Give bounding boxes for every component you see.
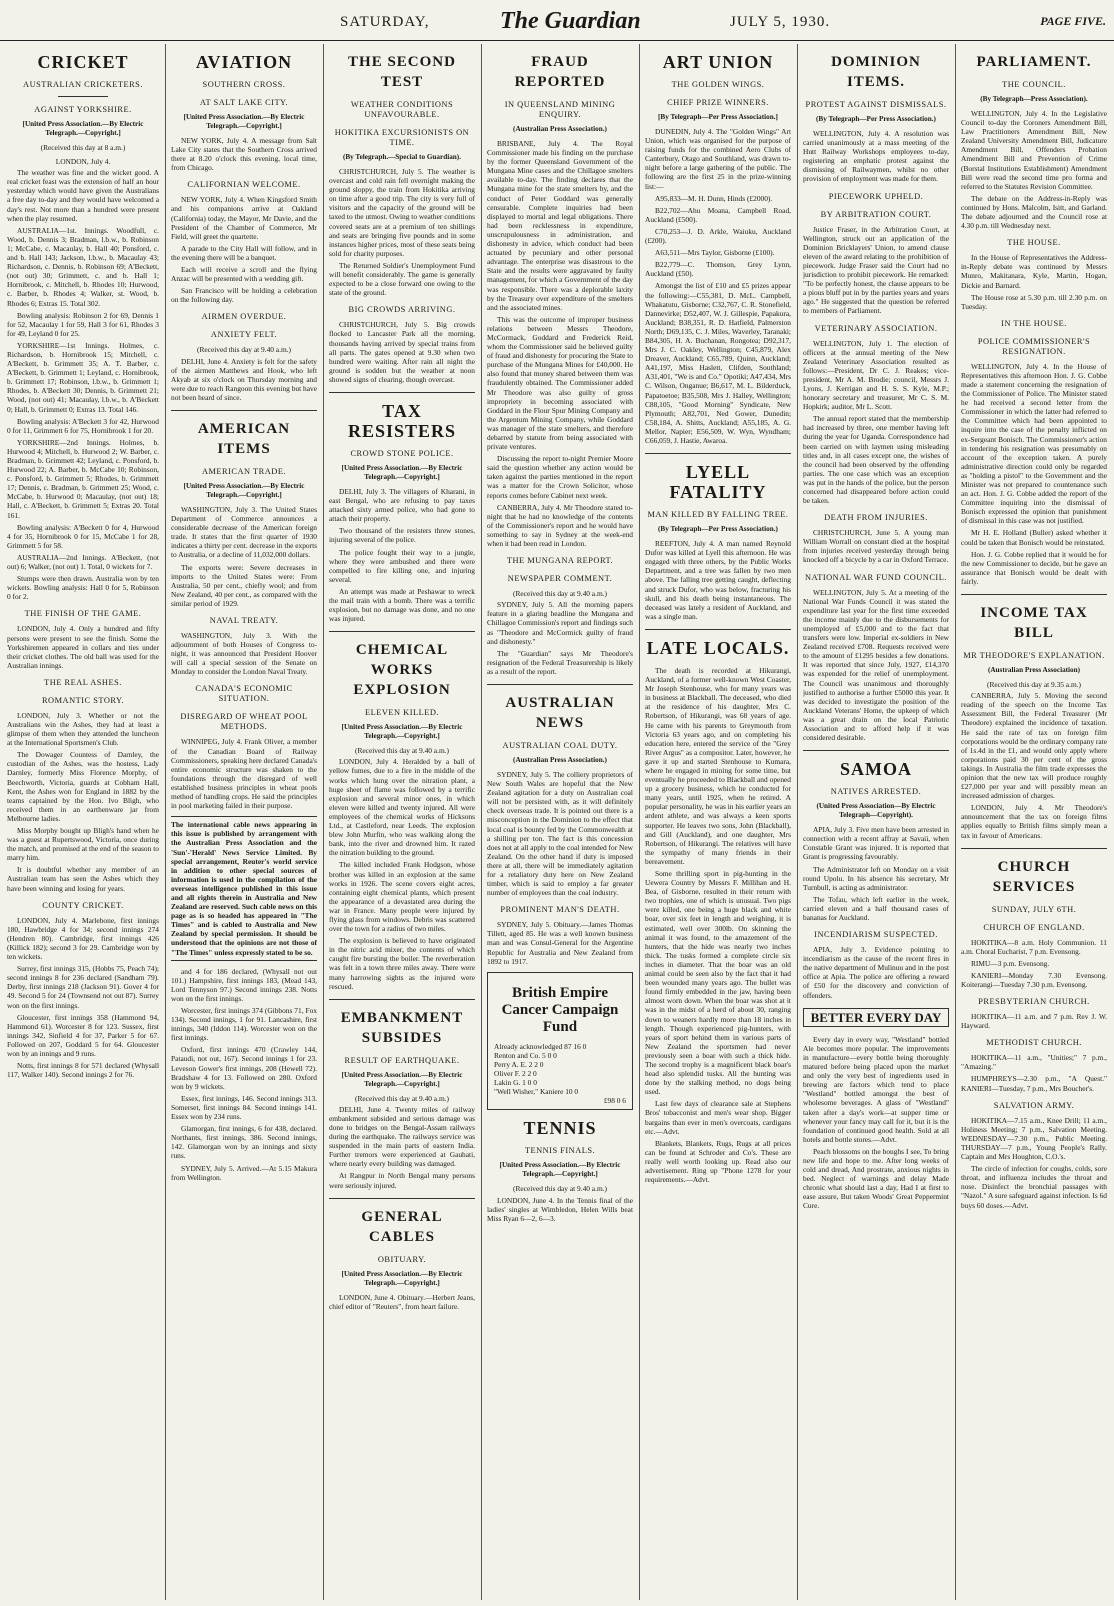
paragraph: LONDON, July 4. Marlebone, first innings 180, Hawbridge 4 for 34; second innings 274 (Hendren 80). Cambridge, first innings 426 (Killick 182); second 3 for 29. Cambridge won by ten wickets. [7,915,159,962]
fund-row: Renton and Co. 5 0 0 [494,1050,557,1060]
paragraph: Worcester, first innings 374 (Gibbons 71, Fox 134). Second innings, 1 for 91. Lancashire, first innings, 340 (Iddon 114). Worcester won on the first innings. [171,1006,317,1043]
paragraph: SYDNEY, July 5. All the morning papers feature in a glaring headline the Mungana and Chillagoe Commission's report and findings such as "Theodore and McCormick guilty of fraud and dishonesty." [487,600,633,646]
credit-line: [United Press Association.—By Electric Telegraph.—Copyright.] [341,1269,463,1287]
column-cricket [7,44,159,1600]
subhead: CALIFORNIAN WELCOME. [187,180,301,190]
divider [329,392,475,393]
paragraph: Surrey, first innings 315, (Hobbs 75, Peach 74); second innings 8 for 236 declared (Sandham 79). Derby, first innings 218 (Jackson 91). Gover 4 for 49. Second 5 for 24 (Townsend not out 87). Surrey won on the first innings. [7,964,159,1010]
column-rule [955,44,956,1600]
paragraph: This was the outcome of improper business relations between Messrs Theodore, McCormack, Goddard and Frederick Reid, whom the Commissioner said he believed guilty of fraud and dishonesty for procuring the State to purchase of the Mungana Mines for £40,000. He also found that money shared between them was fraudulently obtained. The Commissioner added Mr Theodore was also guilty of gross impropriety in becoming associated with Goddard in the Flour Spur Mining Company and the Argentum Mining Company, while Goddard was manager of the state smelters, and therefore debarred by statute from being associated with private ventures. [487,314,633,452]
paragraph: REEFTON, July 4. A man named Reynold Dufor was killed at Lyell this afternoon. He was engaged with three others, by the Public Works Department, and a tree was fallen by two men above. The falling tree getting caught, deflecting and struck Dufor, who was below, fracturing his skull, and his death being instantaneous. The deceased was lately a resident of Auckland, and was a single man. [645,539,791,621]
subhead: CROWD STONE POLICE. [350,448,454,458]
paragraph: Bowling analysis: Robinson 2 for 69, Dennis 1 for 52, Macaulay 1 for 59, Hall 3 for 61, Rhodes 3 for 49, Leyland 0 for 25. [7,310,159,338]
prize-line: C70,253—J. D. Arkle, Waiuku, Auckland (£200). [645,226,791,246]
paragraph: Amongst the list of £10 and £5 prizes appear the following:—C55,381, D. McL. Campbell, Whakatutu, Gisborne; C32,767, C. R. Stonefield, Dannevirke; D52,407, W. J. Gillespie, Papakura, Auckland; B38,351, R. D. Hatfield, Palmerston North; D69,135, C. J. Miles, Waverley, Taranaki; B84,305, H. A. Buchanan, Rongotea; D92,317, Mrs J. C. Oakley, Wellington; C45,879, Alex Dreaver, Auckland; C65,789, Quinn, Auckland; A41,197, Miss Haslett, Clifden, Southland; A31,401, "We is and Co." Opotiki; A47,434, Mrs C. Wilson, Onganue; B6,617, M. L. Bilderduck, Papatoetoe; B35,508, Mrs J. Halley, Wellington; C88,105, "Good Morning" Syndicate, New Plymouth; A82,701, Ned Gower, Dunedin; C58,184, A. Shitts, Auckland; A55,185, A. G. Mellor, Napier; E56,509, W. Wyn, Wyndham; C66,059, J. Hastie, Awaroa. [645,281,791,445]
subhead: MR THEODORE'S EXPLANATION. [963,651,1105,661]
paragraph: HOKITIKA—11 a.m., "Unities;" 7 p.m., "Amazing." [961,1053,1107,1072]
paragraph: APIA, July 3. Five men have been arrested in connection with a recent affray at Savaii, when Constable Grant was injured. It is reported that Grant is progressing favourably. [803,825,949,862]
paragraph: APIA, July 3. Evidence pointing to incendiarism as the cause of the recent fires in the native department of Mulinuu and in the post office at Apia. The police are offering a reward of £50 for the discovery and conviction of offenders. [803,945,949,1000]
paragraph: The police fought their way to a jungle, where they were ambushed and there were compelled to fire killing one, and injuring several. [329,547,475,584]
headline-lyell-fatality: LYELL FATALITY [669,462,767,503]
headline-income-tax: INCOME TAX BILL [980,605,1088,642]
subhead: THE FINISH OF THE GAME. [24,609,142,619]
subhead: THE REAL ASHES. [44,677,122,687]
paragraph: WASHINGTON, July 3. The United States Department of Commerce announces a considerable decrease of the American foreign trade. It states that the first quarter of 1930 indicates a thirty per cent. decrease in the exports to Australia, or a decline of 11,032,000 dollars. [171,504,317,560]
prize-line: A63,511—Mrs Taylor, Gisborne (£100). [655,248,775,258]
paragraph: WELLINGTON, July 5. At a meeting of the National War Funds Council it was stated the expenditure last year for the first time exceeded the income mainly due to the disbursements for unemployed of £5,000 and to the fact that transfers were low. Imperial ex-soldiers in New Zealand received £708. Requests received were to the amount of £1295 besides a few donations. It was reported that since July, 1927, £14,370 was expended for the relief of unemployment. The Council was unanimous and thoroughly justified to authorise a further £5000 this year. It was decided to investigate the position of the Auckland Veterans' Home, the upkeep of which was a great drain on the local Patriotic Association and to afford help if it was considered desirable. [803,587,949,743]
subhead: RESULT OF EARTHQUAKE. [344,1055,460,1065]
paragraph: San Francisco will be holding a celebration on the following day. [171,286,317,305]
paragraph: Gloucester, first innings 358 (Hammond 94, Hammond 61). Worcester 8 for 123. Sussex, first innings 342, Sinfield 4 for 37, Parker 5 for 67. Followed on 207, Goddard 5 for 64. Gloucester won by an innings and 9 runs. [7,1012,159,1058]
subhead: MAN KILLED BY FALLING TREE. [647,510,789,520]
credit-line: [United Press Association.—By Electric Telegraph.—Copyright.] [341,1070,463,1088]
paragraph: LONDON, June 4. Obituary.—Herbert Jeans, chief editor of "Reuters", from heart failure. [329,1292,475,1311]
paragraph: Two thousand of the resisters threw stones, injuring several of the police. [329,526,475,545]
subhead: PIECEWORK UPHELD. [828,191,924,201]
masthead-date: JULY 5, 1930. [730,14,831,30]
paragraph: Blankets, Blankets, Rugs, Rugs at all prices can be found at Schroder and Co's. These are really well worth looking up. Read also our advertisement. Ring up "Phone 1278 for your requirements.—Advt. [645,1138,791,1185]
credit-line: [United Press Association.—By Electric Telegraph.—Copyright.] [183,113,305,130]
column-second-test [329,44,475,1600]
headline-church-services: CHURCH SERVICES [992,858,1076,895]
credit-line: (United Press Association—By Electric Telegraph—Copyright). [816,802,936,820]
received-line: (Received this day at 9.40 a.m.) [513,589,607,599]
paragraph: HUMPHREYS—2.30 p.m., "A Quest." KANIERI—Tuesday, 7 p.m., Mrs Boucher's. [961,1074,1107,1093]
headline-tax-resisters: TAX RESISTERS [347,400,457,441]
divider [961,848,1107,849]
fund-row: Perry A. E. 2 2 0 [494,1059,544,1069]
paragraph: Hon. J. G. Cobbe replied that it would be for the new Commissioner to decide, but he gave an assurance that Bonisch would be dealt with fairly. [961,549,1107,586]
subhead: NATIVES ARRESTED. [830,787,922,797]
paragraph: WINNIPEG, July 4. Frank Oliver, a member of the Canadian Board of Railway Commissioners, speaking here declared Canada's entire economic structure was shaken to the foundations through the disregard of well established business principles in wheat pools method of handling crops. He said the principles in pool marketing failed in their purpose. [171,737,317,811]
prize-line: B22,779—C. Thomson, Grey Lynn, Auckland (£50). [645,260,791,279]
received-line: (Received this day at 9.35 a.m.) [987,680,1081,690]
received-line: (Received this day at 9.40 a.m.) [513,1184,607,1194]
headline-general-cables: GENERAL CABLES [361,1208,443,1245]
subhead: DEATH FROM INJURIES. [824,513,928,523]
subhead: SUNDAY, JULY 6TH. [991,904,1077,914]
paragraph: RIMU—3 p.m. Evensong. [971,958,1050,968]
masthead-title: The Guardian [500,8,641,34]
credit-line: [United Press Association.—By Electric Telegraph.—Copyright.] [341,723,463,741]
column-parliament [961,44,1107,1600]
divider [329,999,475,1000]
paragraph: The debate on the Address-in-Reply was continued by Hons. Malcolm, Isitt, and Garland. The debate adjourned and the Council rose at 4.30 p.m. till Wednesday next. [961,193,1107,231]
divider [329,1198,475,1199]
divider [487,684,633,685]
credit-line: (By Telegraph.—Special to Guardian). [342,153,461,161]
paragraph: DUNEDIN, July 4. The "Golden Wings" Art Union, which was organised for the purpose of raising funds for the combined Aero Clubs of Canterbury, Otago and Southland, was drawn to-night before a large gathering of the public. The following are the first 25 in the prize-winning list:— [645,127,791,191]
subhead: CANADA'S ECONOMIC SITUATION. [195,684,293,704]
received-line: (Received this day at 9.40 a.m.) [197,345,291,355]
paragraph: NEW YORK, July 4. When Kingsford Smith and his companions arrive at Oakland (California) today, the Mayor, Mr Davie, and the President of the Chamber of Commerce, Mr Field, will greet the quartette. [171,195,317,241]
scorecard: YORKSHIRE—1st Innings. Holmes, c. Richardson, b. Hornibrook 15; Mitchell, c. A'Beckett, b. Grimmett 35; A. T. Barber, c. A'Beckett, b. Grimmett 1; Leyland, c. Hornibrook, b. Grimmett 17; Robinson, l.b.w., b. Grimmett 1; Rhodes, b. A'Beckett 30; Dennis, b. Grimmett 21; Wood, (not out) 41; Macaulay, l.b.w., b. A'Beckett 0; Hall, b. Grimmett 0; Extras 13. Total 146. [7,340,159,414]
paragraph: KANIERI—Monday 7.30 Evensong. Koiterangi—Tuesday 7.30 p.m. Evensong. [961,970,1107,989]
fund-row: "Well Wisher," Kaniere 10 0 [494,1087,579,1097]
subhead: METHODIST CHURCH. [986,1038,1082,1048]
paragraph: CHRISTCHURCH, July 5. Big crowds flocked to Lancaster Park all the morning, thousands having arrived by special trains from all parts. The gates opened at 9.30 when two hundred were waiting. After rain all night the ground is sodden but the weather at noon showed signs of clearing, though overcast. [329,320,475,384]
subhead: THE MUNGANA REPORT. [506,556,614,566]
paragraph: Bowling analysis: A'Beckett 3 for 42, Hurwood 0 for 11, Grimmett 6 for 75, Hornibrook 1 for 20. [7,416,159,435]
subhead: WEATHER CONDITIONS UNFAVOURABLE. [350,100,454,119]
received-line: (Received this day at 9.40 a.m.) [355,1093,449,1103]
divider [645,629,791,630]
subhead: BIG CROWDS ARRIVING. [348,305,456,315]
headline-second-test: THE SECOND TEST [348,54,456,90]
paragraph: BRISBANE, July 4. The Royal Commissioner made his finding on the purchase by the former Queensland Government of the Mungana Mine cases and the Chillagoe smelters available to-day. The finding declares that the Mungana mine for the state smelters by, and the conduct of Peter Goddard was generally censurable. Complete inquiries had been displayed to mortal and legal obligations. There had been recklessness in expenditure, unscrupulousness in administration, and dishonesty in advice, which conduct had been actuated by pecuniary and other personal advantage. The enterprise was disastrous to the State and the results were aggravated by faulty management, for which a Government of the day was responsible. There was a deplorable laxity by the Treasury over expenditure of the smelters and the associated mines. [487,139,633,312]
paragraph: The killed included Frank Hodgson, whose brother was killed in an explosion at the same works in 1926. The scene covers eight acres, containing eight chemical plants, which present the appearance of a devastated area during the war in France. Many people were injured by flying glass from windows. Debris was scattered over the town for a radius of two miles. [329,860,475,934]
masthead-day: SATURDAY, [340,14,430,30]
divider [645,453,791,454]
received-line: (Received this day at 8 a.m.) [40,143,126,152]
subhead: NATIONAL WAR FUND COUNCIL. [805,572,947,582]
subhead: PRESBYTERIAN CHURCH. [978,997,1090,1007]
credit-line: (By Telegraph—Press Association). [980,95,1088,103]
subhead: ROMANTIC STORY. [41,695,125,705]
subhead: DISREGARD OF WHEAT POOL METHODS. [180,712,308,732]
paragraph: The Dowager Countess of Darnley, the custodian of the Ashes, was the hostess, Lady Darnley, formerly Miss Florence Morphy, of Beechworth, Victoria, guards at Cobham Hall, Kent, the Ashes won for England in 1882 by the teams captained by the Hon. Ivo Bligh, who received them in an earthenware jar from Melbourne ladies. [7,750,159,823]
paragraph: The exports were: Severe decreases in imports to the United States were: From Australia, 50 per cent., chiefly wool; and from New Zealand, 40 per cent., as compared with the similar period of 1929. [171,562,317,608]
headline-dominion-items: DOMINION ITEMS. [831,54,921,90]
paragraph: and 4 for 186 declared, (Whysall not out 101.) Hampshire, first innings 183, (Mead 143, Lord Tennyson 97.) Second innings 238. Notts won on the first innings. [171,966,317,1003]
paragraph: CHRISTCHURCH, June 5. A young man William Worrall on constant died at the hospital from injuries received yesterday through being knocked off a bicycle by a car in Oxford Terrace. [803,528,949,565]
cable-news-notice: The international cable news appearing in this issue is published by arrangement with the Australian Press Association and the 'Sun'-'Herald' News Service Limited. By special arrangement, Reuter's world service in addition to other special sources of information is used in the compilation of the overseas intelligence published in this issue and all rights therein in Australia and New Zealand are reserved. Such cable news on this page as is so headed has appeared in "The Times" and is cabled to Australia and New Zealand by special permission. It should be understood that the opinions are not those of "The Times" unless expressly stated to be so. [171,816,317,960]
subhead: CHIEF PRIZE WINNERS. [667,98,769,107]
prize-line: B22,702—Ahu Moana, Campbell Road, Auckland (£500). [645,205,791,224]
subhead: PROTEST AGAINST DISMISSALS. [805,100,947,109]
column-dominion [803,44,949,1600]
credit-line: (By Telegraph—Per Press Association.) [658,525,778,534]
subhead: IN QUEENSLAND MINING ENQUIRY. [504,100,616,119]
paragraph: Miss Morphy bought up Bligh's hand when he was a guest at Rupertswood, Victoria, once during the match, and promised at the end of the season to marry him. [7,826,159,863]
credit-line: [United Press Association.—By Electric Telegraph.—Copyright.] [22,120,144,137]
subhead: PROMINENT MAN'S DEATH. [500,905,620,915]
column-art-union [645,44,791,1600]
paragraph: The Tofau, which left earlier in the week, carried eleven and a half thousand cases of bananas for Auckland. [803,894,949,922]
subhead: CHURCH OF ENGLAND. [983,922,1085,932]
paragraph: WELLINGTON, July 1. The election of officers at the annual meeting of the New Zealand Veterinary Association resulted as follows:—President, Dr C. J. Reakes; vice-president, Mr A. M. Brodie; council, Messrs J. Lyons, J. Kerrigan and H. S. S. Kyle, M.P.; honorary secretary and treasurer, Mr C. S. M. Hopkirk; auditor, Mr L. Scott. [803,338,949,412]
paragraph: DELHI, June 4. Anxiety is felt for the safety of the airmen Matthews and Hook, who left Akyab at six o'clock on Thursday morning and were due to reach Rangoon this evening but have not been heard of since. [171,356,317,402]
paragraph: SYDNEY, July 5. The colliery proprietors of New South Wales are hopeful that the New Zealand agitation for a duty on Australian coal will not be persisted with, as it will definitely check overseas trade. It is pointed out there is a misconception in the Dominion to the effect that local coal is bounty fed by the Commonwealth at a shilling per ton. The fact is this concession does not at all apply to the coal intended for New Zealand. On the other hand if duty is imposed there at all, there will be immediately agitation for a retaliatory duty here on New Zealand timber, which is said to employ a far greater number of employees than the coal industry. [487,769,633,898]
received-line: (Received this day at 9.40 a.m.) [355,746,449,756]
headline-late-locals: LATE LOCALS. [646,637,790,658]
column-rule [323,44,324,1600]
subhead: SALVATION ARMY. [993,1100,1075,1110]
column-rule [165,44,166,1600]
fund-row: Lakin G. 1 0 0 [494,1078,537,1088]
paragraph: An attempt was made at Peshawar to wreck the mail train with a bomb. There was a terrific explosion, but no damage was done, and no one was injured. [329,586,475,624]
credit-line: (Australian Press Association.) [513,755,607,764]
subhead: THE GOLDEN WINGS. [671,80,765,89]
credit-line: [United Press Association.—By Electric Telegraph.—Copyright.] [183,481,305,499]
subhead: AGAINST YORKSHIRE. [34,105,132,114]
divider [803,750,949,751]
subhead: AUSTRALIAN CRICKETERS. [23,80,143,89]
column-rule [797,44,798,1600]
subhead: NEWSPAPER COMMENT. [507,574,613,584]
subhead: SOUTHERN CROSS. [202,80,286,89]
prize-line: A95,833—M. H. Dunn, Hinds (£2000). [655,193,773,203]
paragraph: The annual report stated that the membership had increased by three, one member having left during the year for Uganda. Correspondence had been carried on with laymen using misleading titles and, in all cases except one, the wishes of the council had been observed by the offending parties. The one case which was an exception was put in the hands of the police, but the person concerned had disappeared before action could be taken. [803,414,949,506]
paragraph: LONDON, June 4. In the Tennis final of the ladies' singles at Wimbledon, Helen Wills beat Miss Ryan 6—2, 6—3. [487,1195,633,1223]
subhead: AIRMEN OVERDUE. [201,312,287,322]
subhead: AUSTRALIAN COAL DUTY. [502,740,618,750]
paragraph: A parade to the City Hall will follow, and in the evening there will be a banquet. [171,243,317,262]
subhead: TENNIS FINALS. [524,1146,596,1156]
paragraph: NEW YORK, July 4. A message from Salt Lake City states that the Southern Cross arrived there at 8.20 o'clock this evening, local time, from Chicago. [171,136,317,173]
headline-american-items: AMERICAN ITEMS [197,420,291,457]
subhead: OBITUARY. [377,1254,427,1264]
headline-embankment: EMBANKMENT SUBSIDES [340,1009,464,1046]
credit-line: [United Press Association.—By Electric Telegraph.—Copyright.] [499,1161,621,1179]
subhead: AMERICAN TRADE. [201,466,287,476]
paragraph: Stumps were then drawn. Australia won by ten wickets. Bowling analysis: Hall 0 for 5, Robinson 0 for 2. [7,574,159,602]
subhead: BY ARBITRATION COURT. [820,209,932,219]
paragraph: Justice Fraser, in the Arbitration Court, at Wellington, struck out an application of the Dominion Bricklayers' Union, to amend clause eleven of the award relating to the prohibition of piecework. Judge Fraser said the Court had no jurisdiction to prohibit piecework. He remarked: "To be perfectly honest, the clause appears to be a pious bluff put in by the parties years and years ago." He suggested that the question be referred to members of Parliament. [803,224,949,316]
paragraph: LONDON, July 4. Heralded by a ball of yellow fumes, due to a fire in the middle of the works which hung over the nitration plant, a huge sheet of flame was followed by a terrific explosion and several minor ones, in which eleven were killed and twenty injured. All were employees of the chemical works of Hicksons Ltd., at Castleford, near Leeds. The explosion blew John Murfin, who was walking along the bank, into the river and drowned him. It razed the nitration building to the ground. [329,757,475,858]
paragraph: The Administrator left on Monday on a visit round Upolu. In his absence his secretary, Mr Turnbull, is acting as administrator. [803,864,949,892]
subhead: THE HOUSE. [1007,238,1061,248]
paragraph: LONDON, July 4. Mr Theodore's announcement that the tax on foreign films applies equally to British films simply mean a tax in favour of Americans. [961,803,1107,840]
fund-title: British Empire Cancer Campaign Fund [501,984,619,1035]
subhead: HOKITIKA EXCURSIONISTS ON TIME. [334,128,470,147]
paragraph: The explosion is believed to have originated in the nitric acid mixer, the contents of which caught fire bursting the boiler. The reverberation was felt in a town three miles away. There were many harrowing sights as the injured were rescued. [329,936,475,991]
divider [329,631,475,632]
headline-parliament: PARLIAMENT. [976,54,1092,70]
paragraph: Notts, first innings 8 for 571 declared (Whysall 117, Walker 140). Second innings 2 for 76. [7,1061,159,1080]
paragraph: LONDON, July 3. Whether or not the Australians win the Ashes, they had at least a glimpse of them when they attended the luncheon at the International Sportsmen's Club. [7,710,159,748]
paragraph: Some thrilling sport in pig-hunting in the Uewera Country by Messrs F. Millihan and H. Bea, of Gisborne, resulted in their return with two trophies, one of which is unusual. Two pigs were killed, one being a huge black and white boar, over six feet in length and weighing, it is estimated, well over 300lb. On skinning the animal it was found, to the amazement of the hunters, that the hide was nearly two inches thick. The tusks formed a complete circle six inches in diameter. That the boar was an old animal could be seen also by the fact that it had been wounded many years ago. The bullet was found firmly embedded in the jaw, having been almost worn down. When the boar was shot at it was in the midst of a herd of about 30, ranging down to weaners hardly more than 18 inches in length. Though experienced pig-hunters, with years of sport behind them in various parts of New Zealand the sportsmen had never previously seen a boar with such a thick hide. The second trophy is a magnificent black boar's head also splendid tusks. All the hunting was done by the stalking method, no dogs being used. [645,869,791,1097]
column-fraud [487,44,633,1600]
credit-line: (Australian Press Association.) [513,125,607,133]
advertisement-text: The circle of infection for coughs, colds, sore throat, and influenza includes the throat and nose. Disinfect the bronchial passages with "Nazol." A sure safeguard against infection. Is 6d buys 60 doses.—Advt. [961,1164,1107,1210]
subhead: VETERINARY ASSOCIATION. [814,323,938,333]
headline-samoa: SAMOA [840,759,912,780]
divider [961,594,1107,595]
paragraph: LONDON, July 4. Only a hundred and fifty persons were present to see the finish. Some the Yorkshiremen appeared in collars and ties under their cricket clothes. The old ball was used for the Australian innings. [7,624,159,670]
paragraph: Bowling analysis: A'Beckett 0 for 4, Hurwood 4 for 35, Hornibrook 0 for 15, McCabe 1 for 28, Grimmett 5 for 58. [7,522,159,550]
credit-line: [United Press Association.—By Electric Telegraph.—Copyright.] [341,463,463,481]
fund-total: £98 0 6 [603,1096,626,1106]
paragraph: Last few days of clearance sale at Stephens Bros' tobacconist and men's wear shop. Bigger bargains than ever in men's overcoats, cardigans etc.—Advt. [645,1099,791,1136]
subhead: ELEVEN KILLED. [365,708,439,718]
paragraph: The death is recorded at Hikurangi, Auckland, of a former well-known West Coaster, Mr Joseph Stenhouse, who for many years was in business at Blackball. The deceased, who died at the residence of his daughter, Mrs C. Robertson, of Hikurangi, was 68 years of age. He came with his parents to Greymouth from Victoria 63 years ago, and on completing his education here, entered the service of the "Grey River Argus" as a compositor. Later, however, he gave it up and started Stenhouse to Kumara, where he engaged in mining for some time, but eventually he proceeded to Blackball and opened up a grocery business, which he conducted for many years, until 1925, when he retired. A popular personality, he was in his earlier years an ardent athlete, and was always a keen sports supporter. He leaves two sons, John (Blackball), and Gill (Auckland), and one daughter, Mrs Robertson, of Hikurangi. The relatives will have the sympathy of many friends in their bereavement. [645,665,791,866]
headline-tennis: TENNIS [523,1118,597,1139]
paragraph: DELHI, July 3. The villagers of Kharani, in east Bengal, who are refusing to pay taxes attacked sixty armed police, who had gone to attach their property. [329,486,475,524]
paragraph: CANBERRA, July 4. Mr Theodore stated to-night that he had no knowledge of the contents of the Commissioner's report and he would have something to say in Sydney at the week-end when it had been read in London. [487,502,633,549]
paragraph: HOKITIKA—7.15 a.m., Knee Drill; 11 a.m., Holiness Meeting; 7 p.m., Salvation Meeting. WEDNESDAY—7.30 p.m., Public Meeting. THURSDAY—7 p.m., Young People's Rally. Captain and Mrs Houghton, C.O.'s. [961,1115,1107,1162]
masthead [0,0,1114,41]
paragraph: Discussing the report to-night Premier Moore said the question whether any action would be taken against the parties mentioned in the report was a matter for the Crown Solicitor, whose reports comes before Cabinet next week. [487,454,633,500]
ad-better-every-day: BETTER EVERY DAY [803,1008,949,1027]
paragraph: The weather was fine and the wicket good. A real cricket feast was the extension of half an hour yesterday which would have given the Australians a free day to-day and they would have welcomed a day's rest. Not more than a hundred were present when the play resumed. [7,168,159,223]
paragraph: CANBERRA, July 5. Moving the second reading of the speech on the Income Tax Assessment Bill, the Federal Treasurer (Mr Theodore) explained the incidence of taxation. He said the rate of tax on foreign film corporations would be the ordinary company rate of 1s.4d in the £1, and would only apply where corporations paid 30 per cent of the gross takings. In Australia the film trade expresses the opinion that the new tax will produce roughly £27,000 per year and will possibly mean an increased admission of charges. [961,691,1107,801]
paragraph: In the House of Representatives the Address-in-Reply debate was continued by Messrs Munro, Makitanara, Kyle, Martin, Hogan, Dickie and Barnard. [961,253,1107,290]
paragraph: HOKITIKA—11 a.m. and 7 p.m. Rev J. W. Hayward. [961,1012,1107,1031]
paragraph: At Rangpur in North Bengal many persons were seriously injured. [329,1171,475,1190]
subhead: THE COUNCIL. [1002,80,1066,89]
fund-row: Already acknowledged 87 16 0 [494,1041,587,1051]
subhead: COUNTY CRICKET. [42,900,124,910]
paragraph: The House rose at 5.30 p.m. till 2.30 p.m. on Tuesday. [961,292,1107,311]
subhead: NAVAL TREATY. [209,616,279,625]
credit-line: (Australian Press Association) [987,666,1081,675]
paragraph: The Returned Soldier's Unemployment Fund will benefit considerably. The game is generally expected to be a close forward one owing to the state of the ground. [329,260,475,298]
headline-chemical-works: CHEMICAL WORKS EXPLOSION [353,642,451,699]
scorecard: AUSTRALIA—1st. Innings. Woodfull, c. Wood, b. Dennis 3; Bradman, l.b.w., b. Robinson 1; McCabe, c. Macaulay, b. Hall 40; Ponsford, c. and b. Hall 143; Jackson, l.b.w., b. Macaulay 43; Richardson, c. Dennis, b. Robinson 69; A'Beckett, (not out) 30; Grimmett, c. and b. Hall 1; Hornibrook, c. Mitchell, b. Rhodes 10; Hurwood, c. Barber, b. Rhodes 4; Walker, st. Wood, b. Rhodes 6; Extras 15. Total 302. [7,225,159,308]
headline-australian-news: AUSTRALIAN NEWS [505,694,615,731]
cancer-fund-box [487,972,633,1111]
headline-cricket: CRICKET [37,52,129,72]
paragraph: The "Guardian" says Mr Theodore's resignation of the Federal Treasurership is likely as a result of the report. [487,648,633,676]
paragraph: SYDNEY, July 5. Obituary.—James Thomas Tillett, aged 85. He was a well known business man and was Consul-General for the Argentine Republic for Australia and New Zealand from 1892 to 1917. [487,920,633,966]
paragraph: CHRISTCHURCH, July 5. The weather is overcast and cold rain fell overnight making the ground sloppy, the train from Hokitika arriving on time after a good trip. The city is very full of visitors and the capacity of the ground will be taxed to the utmost. Owing to weather conditions covered seats are at a premium of ten shillings and seats are bringing five pounds and in some instances higher prices, most of these seats being sold for charity purposes. [329,167,475,258]
paragraph: Mr H. E. Holland (Buller) asked whether it could be taken that Bonisch would be reinstated. [961,528,1107,547]
credit-line: [By Telegraph—Per Press Association.] [658,113,778,121]
paragraph: WASHINGTON, July 3. With the adjournment of both Houses of Congress to-night, it was announced that President Hoover will call a special session of the Senate on Monday to consider the London Naval Treaty. [171,631,317,677]
subhead: INCENDIARISM SUSPECTED. [814,930,938,940]
paragraph: WELLINGTON, July 4. In the Legislative Council to-day the Coroners Amendment Bill, Law Practitioners Amendment Bill, New Zealand University Amendment Bill, Judicature Amendment Bill, Offenders Probation Amendment Bill and Prevention of Crime (Borstal Institutions Establishment) Amendment Bill were read the second time pro forma and referred to the Statutes Revision Committee. [961,109,1107,191]
column-aviation [171,44,317,1600]
masthead-page: PAGE FIVE. [1040,14,1106,28]
column-rule [639,44,640,1600]
divider [58,96,108,97]
paragraph: Glamorgan, first innings, 6 for 438, declared. Northants, first innings, 386. Second innings, 142. Glamorgan won by an innings and sixty runs. [171,1124,317,1161]
paragraph: DELHI, June 4. Twenty miles of railway embankment subsided and serious damage was done to bridges on the Bengal-Assam railways during the earthquake. The railways service was suspended in the main parts of eastern India. Further tremors were experienced at Gauhati, where nearly every building was damaged. [329,1104,475,1169]
paragraph: HOKITIKA—8 a.m. Holy Communion. 11 a.m. Choral Eucharist, 7 p.m. Evensong. [961,937,1107,956]
paragraph: Oxford, first innings 470 (Crawley 144, Pataudi, not out, 167). Second innings 1 for 23. Leveson Gower's first innings, 208 (Hewell 72). Bradshaw 4 for 13. Followed on 280. Oxford won by 9 wickets. [171,1045,317,1091]
fund-row: Oliver F. 2 2 0 [494,1069,537,1079]
column-rule [481,44,482,1600]
headline-art-union: ART UNION [662,52,774,72]
advertisement-text: Every day in every way, "Westland" bottled Ale becomes more popular. The improvements in manufacture—every bottle being thoroughly matured before being placed upon the market and only the very best of ingredients used in brewing are factors which tend to place "Westland" bottled amongst the best of wholesome beverages. A glass of "Westland" taken after a day's work—at supper time or whenever your fancy may call for it, but it is the foundation of continued good health. Sold at all hotels and bottle stores.—Advt. [803,1034,949,1144]
paragraph: WELLINGTON, July 4. In the House of Representatives this afternoon Hon. J. G. Cobbe made a statement concerning the resignation of the Commissioner of Police. The Minister stated he had received a second letter from the Commissioner in which the latter had referred to the Committee which had been appointed to inquire into the case of the penalty inflicted on ex-Sergeant Bonisch. The Commissioner's action in tendering his resignation was presumably on account of the exception taken. A purely administrative direction could only be regarded as "holding a pistol" to the Government and the Minister was not prepared to countenance such an act. Hon. J. G. Cobbe added the report of the Committee inquiring into the dismissal of Bonisch expressed the opinion that punishment of dismissal in this case was not justified. [961,361,1107,526]
paragraph: Each will receive a scroll and the flying Anzac will be presented with a wedding gift. [171,265,317,284]
paragraph: It is doubtful whether any member of an Australian team has seen the Ashes which they have been winning and losing for years. [7,865,159,893]
headline-fraud-reported: FRAUD REPORTED [514,54,606,90]
subhead: IN THE HOUSE. [1001,318,1067,328]
subhead: POLICE COMMISSIONER'S RESIGNATION. [977,336,1091,356]
credit-line: (By Telegraph—Per Press Association.) [816,115,936,123]
paragraph: WELLINGTON, July 4. A resolution was carried unanimously at a mass meeting of the Hutt Railway Workshops employees to-day, registering an emphatic protest against the dismissing of Railwaymen, whilst no other provision of employment was made for them. [803,129,949,184]
divider [171,410,317,411]
headline-aviation: AVIATION [195,52,293,72]
subhead: AT SALT LAKE CITY. [199,98,289,107]
paragraph: Essex, first innings, 146. Second innings 313. Somerset, first innings 84. Second innings 141. Essex won by 234 runs. [171,1093,317,1122]
subhead: ANXIETY FELT. [210,330,278,340]
paragraph: SYDNEY, July 5. Arrived.—At 5.15 Makura from Wellington. [171,1163,317,1182]
advertisement-text: Peach blossoms on the boughs I see, To bring new life and hope to me. After long weeks of cold and dread, And prostrate, anxious nights in bed. Neglect of warnings and delay Made chronic what should last a day, Had I at first to ease assure, But taken Woods' Great Peppermint Cure. [803,1146,949,1211]
dateline: LONDON, July 4. [55,157,111,167]
scorecard: AUSTRALIA—2nd Innings. A'Beckett, (not out) 6; Walker, (not out) 1. Total, 0 wickets for 7. [7,552,159,572]
scorecard: YORKSHIRE—2nd Innings. Holmes, b. Hurwood 4; Mitchell, b. Hurwood 2; W. Barber, c. Bradman, b. Grimmett 42; Leyland, c. Ponsford, b. Hurwood 22; A. Barber, b. McCabe 10; Robinson, c. Ponsford, b. Grimmett 5; Rhodes, b. Grimmett 17; Dennis, c. Bradman, b. Grimmett 25; Wood, c. McCabe, b. Hurwood 0; Macaulay, (not out) 18; Hall, c. A'Beckett, b. Grimmett 5; Extras 20. Total 161. [7,437,159,520]
